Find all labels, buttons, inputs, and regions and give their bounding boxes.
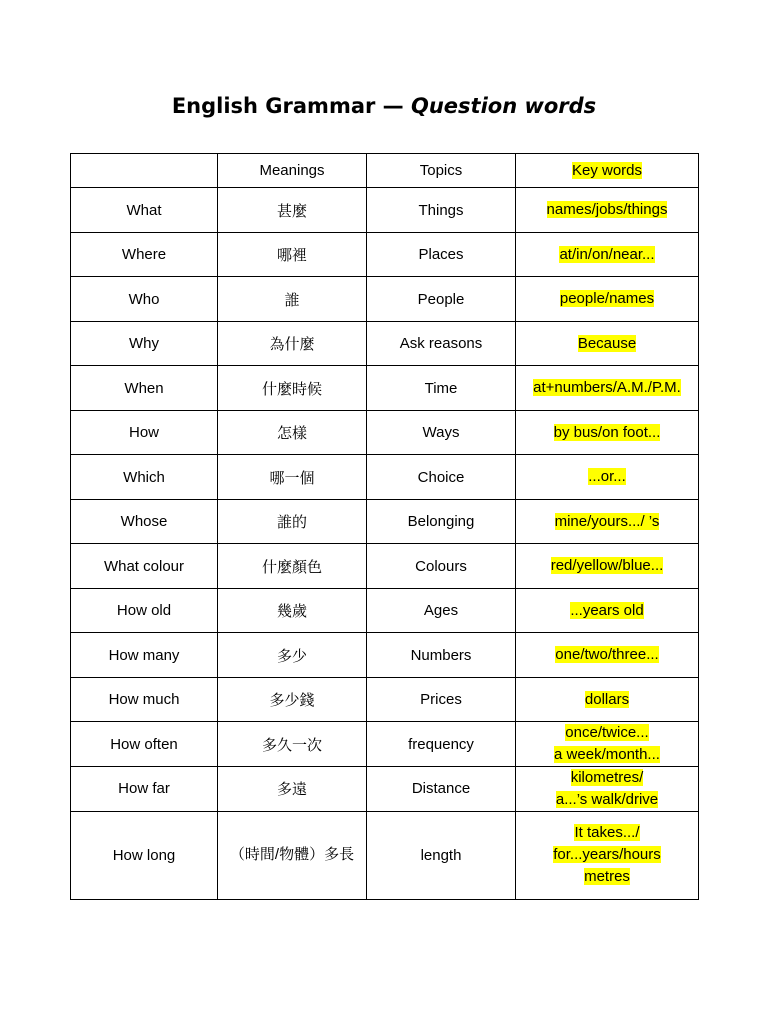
key-words-cell (516, 589, 699, 633)
topic-cell: Ages (367, 589, 516, 633)
key-words-text: by bus/on foot... (553, 423, 661, 441)
key-words-cell (516, 188, 699, 233)
key-words-cell (516, 277, 699, 322)
topic-cell: length (367, 811, 516, 899)
key-words-line: a...’s walk/drive (555, 790, 659, 808)
key-words-cell (516, 678, 699, 722)
key-words-text: red/yellow/blue... (550, 557, 664, 575)
table-row (71, 767, 699, 812)
question-word-cell: When (71, 366, 218, 411)
key-words-cell (516, 544, 699, 589)
key-words-cell (516, 722, 699, 767)
key-words-text: names/jobs/things (546, 201, 668, 219)
question-word-cell: How far (71, 767, 218, 812)
key-words-text: at/in/on/near... (559, 245, 655, 263)
meaning-cell: 多遠 (218, 767, 367, 812)
key-words-text: Because (577, 334, 637, 352)
table-row (71, 233, 699, 277)
key-words-text: at+numbers/A.M./P.M. (533, 379, 681, 397)
table-row (71, 277, 699, 322)
meaning-cell: 多少錢 (218, 678, 367, 722)
meaning-cell: 多久一次 (218, 722, 367, 767)
topic-cell: Distance (367, 767, 516, 812)
key-words-cell (516, 811, 699, 899)
table-row (71, 633, 699, 678)
question-word-cell: Who (71, 277, 218, 322)
header-key-words: Key words (571, 161, 643, 179)
meaning-cell: 哪一個 (218, 455, 367, 500)
meaning-cell: 甚麼 (218, 188, 367, 233)
question-words-table (70, 153, 699, 900)
page-title (0, 94, 768, 118)
meaning-cell: 哪裡 (218, 233, 367, 277)
table-row (71, 811, 699, 899)
table-row (71, 455, 699, 500)
meaning-cell: 什麼顏色 (218, 544, 367, 589)
key-words-text: mine/yours.../ ’s (554, 512, 660, 530)
key-words-lines (556, 767, 658, 811)
topic-cell: Ways (367, 411, 516, 455)
header-cell: Topics (367, 154, 516, 188)
topic-cell: Ask reasons (367, 322, 516, 366)
table-row (71, 544, 699, 589)
key-words-lines (554, 722, 660, 766)
key-words-cell (516, 455, 699, 500)
key-words-line: once/twice... (565, 724, 649, 742)
table-row (71, 411, 699, 455)
key-words-text: ...or... (588, 468, 626, 486)
key-words-line: metres (584, 867, 630, 885)
meaning-cell: 誰的 (218, 500, 367, 544)
key-words-cell (516, 366, 699, 411)
key-words-text: dollars (584, 690, 630, 708)
table-row (71, 188, 699, 233)
table-row (71, 722, 699, 767)
table-row (71, 500, 699, 544)
topic-cell: Colours (367, 544, 516, 589)
question-word-cell: How many (71, 633, 218, 678)
key-words-text: people/names (559, 290, 655, 308)
question-word-cell: How (71, 411, 218, 455)
topic-cell: Time (367, 366, 516, 411)
key-words-cell (516, 767, 699, 812)
topic-cell: Choice (367, 455, 516, 500)
header-cell (71, 154, 218, 188)
topic-cell: frequency (367, 722, 516, 767)
meaning-cell: 誰 (218, 277, 367, 322)
question-word-cell: How much (71, 678, 218, 722)
meaning-cell: 幾歲 (218, 589, 367, 633)
question-word-cell: What colour (71, 544, 218, 589)
table-row (71, 678, 699, 722)
meaning-cell: 多少 (218, 633, 367, 678)
question-word-cell: How often (71, 722, 218, 767)
key-words-cell (516, 633, 699, 678)
key-words-cell (516, 411, 699, 455)
table-header-row (71, 154, 699, 188)
key-words-lines (553, 822, 661, 887)
title-main: English Grammar — (171, 94, 411, 118)
topic-cell: Numbers (367, 633, 516, 678)
topic-cell: Belonging (367, 500, 516, 544)
question-word-cell: Why (71, 322, 218, 366)
question-word-cell: How long (71, 811, 218, 899)
meaning-cell: 怎樣 (218, 411, 367, 455)
meaning-cell: （時間/物體）多長 (218, 811, 367, 899)
topic-cell: People (367, 277, 516, 322)
key-words-text: one/two/three... (555, 646, 659, 664)
table-row (71, 322, 699, 366)
meaning-cell: 什麼時候 (218, 366, 367, 411)
key-words-line: a week/month... (554, 746, 660, 763)
meaning-cell: 為什麼 (218, 322, 367, 366)
key-words-cell (516, 322, 699, 366)
table-row (71, 366, 699, 411)
key-words-text: ...years old (570, 601, 644, 619)
question-word-cell: Whose (71, 500, 218, 544)
key-words-line: for...years/hours (553, 846, 661, 864)
key-words-line: It takes.../ (574, 824, 640, 842)
key-words-cell (516, 500, 699, 544)
title-italic: Question words (410, 94, 597, 118)
header-cell: Meanings (218, 154, 367, 188)
topic-cell: Prices (367, 678, 516, 722)
topic-cell: Places (367, 233, 516, 277)
key-words-line: kilometres/ (570, 769, 644, 786)
table-row (71, 589, 699, 633)
key-words-cell (516, 233, 699, 277)
question-word-cell: Which (71, 455, 218, 500)
topic-cell: Things (367, 188, 516, 233)
question-word-cell: How old (71, 589, 218, 633)
question-word-cell: What (71, 188, 218, 233)
header-cell (516, 154, 699, 188)
question-word-cell: Where (71, 233, 218, 277)
